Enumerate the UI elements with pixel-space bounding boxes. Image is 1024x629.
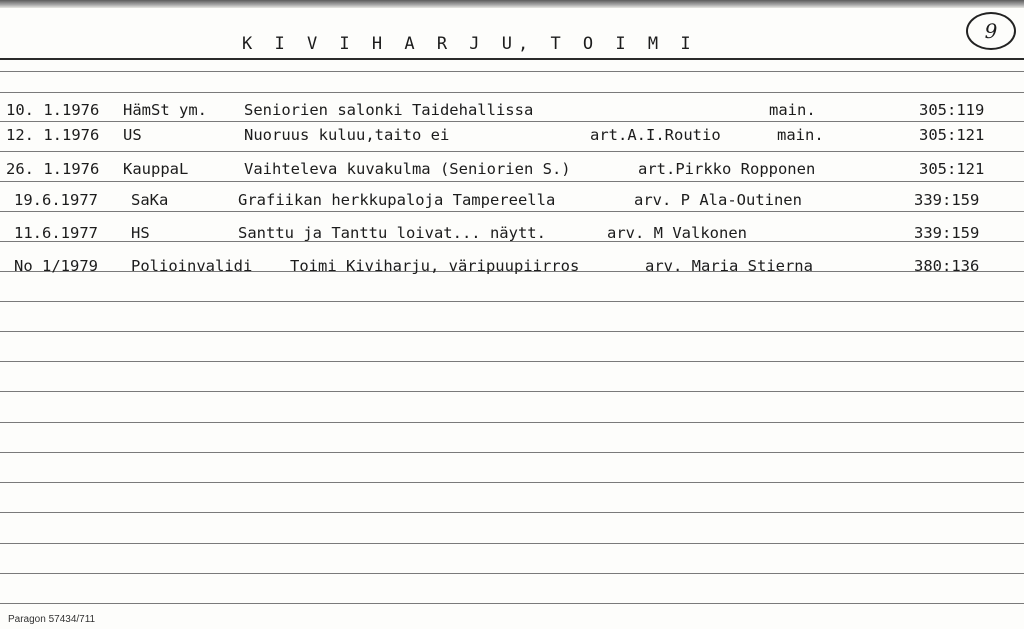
ruled-line (0, 301, 1024, 302)
ruled-line (0, 603, 1024, 604)
entry-author: art.A.I.Routio (590, 126, 721, 144)
entry-row (0, 160, 1024, 182)
entry-source: Polioinvalidi (131, 257, 253, 275)
entry-text: Vaihteleva kuvakulma (Seniorien S.) (244, 160, 571, 178)
entry-author: art.Pirkko Ropponen (638, 160, 816, 178)
ruled-line (0, 573, 1024, 574)
entry-ref: 305:121 (919, 126, 985, 144)
ruled-line (0, 331, 1024, 332)
entry-row (0, 224, 1024, 246)
entry-row (0, 126, 1024, 148)
entry-source: US (123, 126, 142, 144)
entry-date: 12. 1.1976 (6, 126, 100, 144)
card-number-circle: 9 (966, 12, 1016, 50)
entry-note: main. (769, 101, 816, 119)
ruled-line (0, 58, 1024, 60)
entry-text: Grafiikan herkkupaloja Tampereella (238, 191, 556, 209)
entry-text: Nuoruus kuluu,taito ei (244, 126, 450, 144)
entry-author: arv. P Ala-Outinen (634, 191, 802, 209)
entry-row (0, 191, 1024, 213)
ruled-line (0, 361, 1024, 362)
card-title: K I V I H A R J U, T O I M I (242, 34, 697, 54)
entry-source: HämSt ym. (123, 101, 207, 119)
entry-source: SaKa (131, 191, 169, 209)
ruled-line (0, 71, 1024, 72)
entry-ref: 380:136 (914, 257, 980, 275)
entry-text: Toimi Kiviharju, väripuupiirros (290, 257, 580, 275)
entry-row (0, 257, 1024, 279)
entry-source: HS (131, 224, 150, 242)
entry-ref: 305:119 (919, 101, 985, 119)
card-top-edge (0, 0, 1024, 8)
entry-date: No 1/1979 (14, 257, 98, 275)
ruled-line (0, 482, 1024, 483)
entry-date: 11.6.1977 (14, 224, 98, 242)
entry-source: KauppaL (123, 160, 189, 178)
ruled-line (0, 543, 1024, 544)
entry-row (0, 101, 1024, 123)
ruled-line (0, 391, 1024, 392)
entry-author: arv. M Valkonen (607, 224, 747, 242)
ruled-line (0, 422, 1024, 423)
entry-date: 10. 1.1976 (6, 101, 100, 119)
entry-text: Seniorien salonki Taidehallissa (244, 101, 534, 119)
entry-note: main. (777, 126, 824, 144)
entry-ref: 339:159 (914, 224, 980, 242)
entry-date: 19.6.1977 (14, 191, 98, 209)
entry-ref: 305:121 (919, 160, 985, 178)
entry-author: arv. Maria Stierna (645, 257, 813, 275)
ruled-line (0, 452, 1024, 453)
entry-ref: 339:159 (914, 191, 980, 209)
entry-text: Santtu ja Tanttu loivat... näytt. (238, 224, 546, 242)
card-footer-print: Paragon 57434/711 (8, 614, 96, 625)
ruled-line (0, 151, 1024, 152)
entry-date: 26. 1.1976 (6, 160, 100, 178)
ruled-line (0, 92, 1024, 93)
ruled-line (0, 512, 1024, 513)
